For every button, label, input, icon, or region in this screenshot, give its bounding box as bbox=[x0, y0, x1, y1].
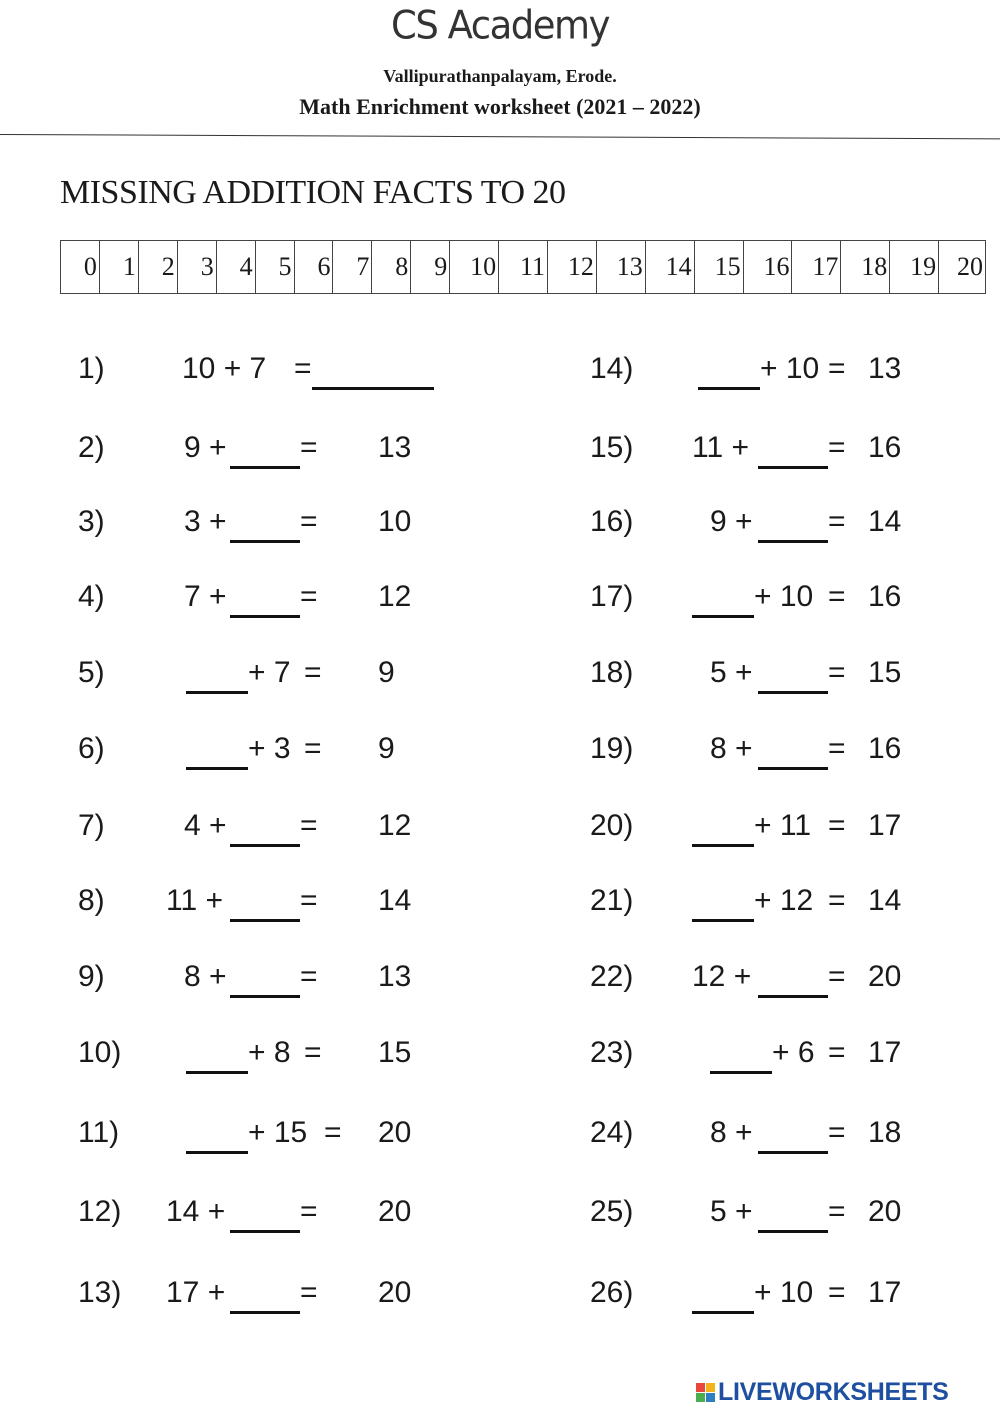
brand-title: CS Academy bbox=[391, 2, 609, 49]
answer-blank[interactable] bbox=[230, 466, 300, 469]
question-number: 25) bbox=[590, 1195, 634, 1228]
question-item bbox=[78, 428, 478, 468]
sum: 20 bbox=[378, 1195, 412, 1228]
question-item bbox=[590, 1273, 990, 1313]
answer-blank[interactable] bbox=[758, 1151, 828, 1154]
number-line-cell: 1 bbox=[100, 241, 139, 293]
number-line-cell: 8 bbox=[372, 241, 411, 293]
answer-blank[interactable] bbox=[710, 1071, 772, 1074]
logo-square bbox=[706, 1393, 715, 1402]
equals-sign: = bbox=[828, 1116, 846, 1149]
equals-sign: = bbox=[300, 431, 318, 464]
number-line-cell: 12 bbox=[548, 241, 597, 293]
equals-sign: = bbox=[300, 1276, 318, 1309]
equals-sign: = bbox=[828, 1195, 846, 1228]
equals-sign: = bbox=[304, 732, 322, 765]
liveworksheets-logo-icon bbox=[696, 1383, 715, 1402]
question-item bbox=[78, 729, 478, 769]
answer-blank[interactable] bbox=[186, 767, 248, 770]
equals-sign: = bbox=[828, 884, 846, 917]
school-location: Vallipurathanpalayam, Erode. bbox=[383, 66, 617, 86]
sum: 9 bbox=[378, 732, 395, 765]
answer-blank[interactable] bbox=[230, 615, 300, 618]
question-number: 22) bbox=[590, 960, 634, 993]
number-line-cell: 20 bbox=[957, 252, 984, 281]
question-number: 6) bbox=[78, 732, 105, 765]
answer-blank[interactable] bbox=[698, 387, 760, 390]
equals-sign: = bbox=[300, 580, 318, 613]
sum: 13 bbox=[378, 431, 412, 464]
answer-blank[interactable] bbox=[758, 540, 828, 543]
sum: 17 bbox=[868, 1036, 902, 1069]
sum: 12 bbox=[378, 809, 412, 842]
number-line-cell: 5 bbox=[256, 241, 295, 293]
question-item bbox=[590, 349, 990, 389]
sum: 17 bbox=[868, 1276, 902, 1309]
question-number: 23) bbox=[590, 1036, 634, 1069]
number-line-cell: 7 bbox=[333, 241, 372, 293]
number-line-cell: 10 bbox=[450, 241, 499, 293]
number-line-cell: 15 bbox=[695, 241, 744, 293]
equals-sign: = bbox=[828, 580, 846, 613]
sum: 13 bbox=[378, 960, 412, 993]
question-number: 17) bbox=[590, 580, 634, 613]
addend: + 6 bbox=[772, 1036, 815, 1069]
sum: 14 bbox=[868, 884, 902, 917]
question-item bbox=[78, 653, 478, 693]
liveworksheets-logo-text: LIVEWORKSHEETS bbox=[718, 1378, 949, 1406]
question-item bbox=[78, 349, 478, 389]
header-divider bbox=[0, 134, 1000, 139]
sum: 13 bbox=[868, 352, 902, 385]
addend: + 3 bbox=[248, 732, 291, 765]
question-item bbox=[590, 577, 990, 617]
equals-sign: = bbox=[828, 809, 846, 842]
equals-sign: = bbox=[828, 960, 846, 993]
number-line-cell: 19 bbox=[890, 241, 939, 293]
addend: 9 + bbox=[184, 431, 227, 464]
answer-blank[interactable] bbox=[186, 1071, 248, 1074]
equals-sign: = bbox=[300, 884, 318, 917]
addend: 10 + 7 bbox=[182, 352, 267, 385]
answer-blank[interactable] bbox=[758, 995, 828, 998]
question-number: 18) bbox=[590, 656, 634, 689]
question-item bbox=[78, 1192, 478, 1232]
sum: 16 bbox=[868, 580, 902, 613]
question-item bbox=[590, 1113, 990, 1153]
equals-sign: = bbox=[828, 1276, 846, 1309]
sum: 12 bbox=[378, 580, 412, 613]
number-line-cell: 16 bbox=[744, 241, 793, 293]
equals-sign: = bbox=[300, 809, 318, 842]
answer-blank[interactable] bbox=[692, 919, 754, 922]
equals-sign: = bbox=[304, 1036, 322, 1069]
addend: 4 + bbox=[184, 809, 227, 842]
number-line-cell: 0 bbox=[61, 241, 100, 293]
number-line-cell: 4 bbox=[217, 241, 256, 293]
number-line-cell: 9 bbox=[411, 241, 450, 293]
question-number: 13) bbox=[78, 1276, 122, 1309]
addend: 8 + bbox=[710, 1116, 753, 1149]
addend: + 7 bbox=[248, 656, 291, 689]
answer-blank[interactable] bbox=[758, 767, 828, 770]
addend: + 10 bbox=[754, 1276, 814, 1309]
addend: 11 + bbox=[166, 884, 223, 917]
number-line bbox=[60, 240, 986, 294]
question-item bbox=[78, 957, 478, 997]
question-item bbox=[78, 577, 478, 617]
addend: 14 + bbox=[166, 1195, 226, 1228]
sum: 20 bbox=[868, 1195, 902, 1228]
worksheet-heading: MISSING ADDITION FACTS TO 20 bbox=[60, 174, 566, 211]
equals-sign: = bbox=[828, 1036, 846, 1069]
equals-sign: = bbox=[300, 505, 318, 538]
equals-sign: = bbox=[828, 352, 846, 385]
addend: 7 + bbox=[184, 580, 227, 613]
question-item bbox=[590, 502, 990, 542]
answer-blank[interactable] bbox=[186, 691, 248, 694]
number-line-cell: 13 bbox=[597, 241, 646, 293]
question-number: 24) bbox=[590, 1116, 634, 1149]
logo-square bbox=[706, 1383, 715, 1392]
question-item bbox=[590, 1033, 990, 1073]
sum: 15 bbox=[378, 1036, 412, 1069]
answer-blank[interactable] bbox=[230, 540, 300, 543]
sum: 16 bbox=[868, 732, 902, 765]
question-number: 7) bbox=[78, 809, 105, 842]
logo-square bbox=[696, 1383, 705, 1392]
sum: 20 bbox=[378, 1276, 412, 1309]
sum: 17 bbox=[868, 809, 902, 842]
answer-blank[interactable] bbox=[186, 1151, 248, 1154]
question-number: 10) bbox=[78, 1036, 122, 1069]
question-number: 14) bbox=[590, 352, 634, 385]
equals-sign: = bbox=[828, 505, 846, 538]
answer-blank[interactable] bbox=[312, 387, 434, 390]
equals-sign: = bbox=[300, 1195, 318, 1228]
question-item bbox=[590, 428, 990, 468]
equals-sign: = bbox=[324, 1116, 342, 1149]
answer-blank[interactable] bbox=[230, 1311, 300, 1314]
addend: + 10 bbox=[760, 352, 820, 385]
question-number: 1) bbox=[78, 352, 105, 385]
question-item bbox=[78, 1273, 478, 1313]
number-line-cell: 14 bbox=[646, 241, 695, 293]
question-number: 9) bbox=[78, 960, 105, 993]
number-line-cell: 17 bbox=[792, 241, 841, 293]
number-line-cell: 11 bbox=[499, 241, 548, 293]
equals-sign: = bbox=[828, 732, 846, 765]
question-number: 4) bbox=[78, 580, 105, 613]
answer-blank[interactable] bbox=[230, 919, 300, 922]
answer-blank[interactable] bbox=[692, 1311, 754, 1314]
answer-blank[interactable] bbox=[692, 615, 754, 618]
answer-blank[interactable] bbox=[230, 995, 300, 998]
number-line-cell: 3 bbox=[178, 241, 217, 293]
sum: 16 bbox=[868, 431, 902, 464]
number-line-cell: 6 bbox=[295, 241, 334, 293]
question-number: 12) bbox=[78, 1195, 122, 1228]
question-number: 11) bbox=[78, 1116, 120, 1149]
question-number: 16) bbox=[590, 505, 634, 538]
answer-blank[interactable] bbox=[758, 691, 828, 694]
question-number: 2) bbox=[78, 431, 105, 464]
addend: 8 + bbox=[184, 960, 227, 993]
sum: 15 bbox=[868, 656, 902, 689]
sum: 14 bbox=[378, 884, 412, 917]
addend: 5 + bbox=[710, 1195, 753, 1228]
addend: 3 + bbox=[184, 505, 227, 538]
addend: + 11 bbox=[754, 809, 811, 842]
question-number: 20) bbox=[590, 809, 634, 842]
equals-sign: = bbox=[828, 656, 846, 689]
question-item bbox=[590, 729, 990, 769]
equals-sign: = bbox=[828, 431, 846, 464]
addend: + 8 bbox=[248, 1036, 291, 1069]
addend: + 10 bbox=[754, 580, 814, 613]
addend: 11 + bbox=[692, 431, 749, 464]
question-number: 19) bbox=[590, 732, 634, 765]
addend: 12 + bbox=[692, 960, 752, 993]
question-item bbox=[78, 806, 478, 846]
question-item bbox=[590, 653, 990, 693]
answer-blank[interactable] bbox=[758, 1230, 828, 1233]
question-item bbox=[78, 502, 478, 542]
question-number: 21) bbox=[590, 884, 634, 917]
question-number: 5) bbox=[78, 656, 105, 689]
equals-sign: = bbox=[300, 960, 318, 993]
addend: 8 + bbox=[710, 732, 753, 765]
sum: 10 bbox=[378, 505, 412, 538]
question-number: 3) bbox=[78, 505, 105, 538]
question-item bbox=[78, 881, 478, 921]
question-number: 26) bbox=[590, 1276, 634, 1309]
question-number: 15) bbox=[590, 431, 634, 464]
sum: 14 bbox=[868, 505, 902, 538]
worksheet-title: Math Enrichment worksheet (2021 – 2022) bbox=[299, 94, 701, 119]
number-line-cell: 18 bbox=[841, 241, 890, 293]
sum: 20 bbox=[378, 1116, 412, 1149]
question-number: 8) bbox=[78, 884, 105, 917]
addend: 5 + bbox=[710, 656, 753, 689]
addend: + 12 bbox=[754, 884, 814, 917]
addend: + 15 bbox=[248, 1116, 308, 1149]
equals-sign: = bbox=[304, 656, 322, 689]
question-item bbox=[78, 1113, 478, 1153]
answer-blank[interactable] bbox=[692, 844, 754, 847]
sum: 20 bbox=[868, 960, 902, 993]
equals-sign: = bbox=[294, 352, 312, 385]
answer-blank[interactable] bbox=[230, 844, 300, 847]
liveworksheets-logo[interactable] bbox=[696, 1378, 949, 1407]
question-item bbox=[590, 1192, 990, 1232]
addend: 17 + bbox=[166, 1276, 226, 1309]
question-item bbox=[590, 881, 990, 921]
addend: 9 + bbox=[710, 505, 753, 538]
logo-square bbox=[696, 1393, 705, 1402]
question-item bbox=[78, 1033, 478, 1073]
sum: 9 bbox=[378, 656, 395, 689]
answer-blank[interactable] bbox=[230, 1230, 300, 1233]
number-line-cell: 2 bbox=[139, 241, 178, 293]
question-item bbox=[590, 957, 990, 997]
question-item bbox=[590, 806, 990, 846]
answer-blank[interactable] bbox=[758, 466, 828, 469]
sum: 18 bbox=[868, 1116, 902, 1149]
